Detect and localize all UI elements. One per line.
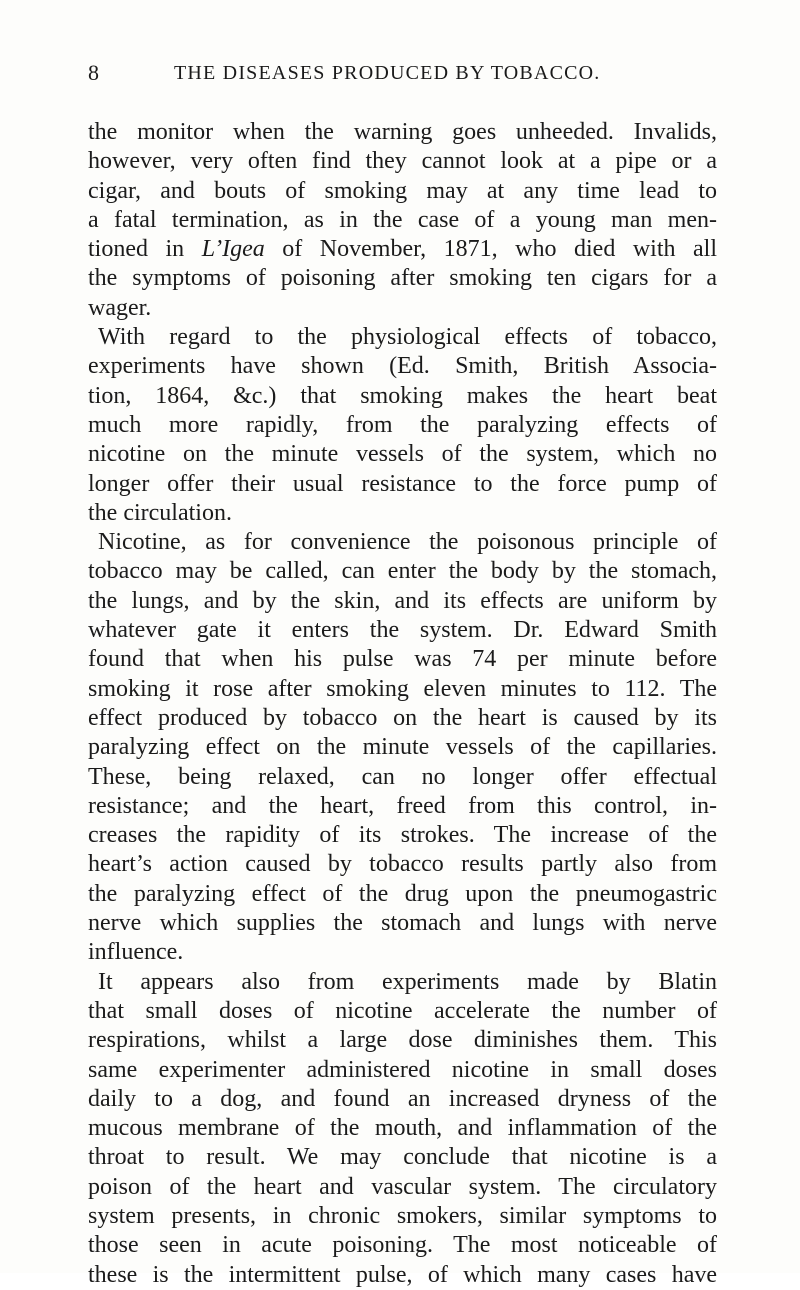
text-line: however, very often find they cannot look at a pipe or a [88,148,717,175]
text-fragment: of November, 1871, who died with all [264,236,718,263]
text-line: nerve which supplies the stomach and lungs with nerve [88,910,717,937]
text-line: found that when his pulse was 74 per minute before [88,646,717,673]
text-line: heart’s action caused by tobacco results partly also from [88,851,717,878]
text-line: With regard to the physiological effects of tobacco, [98,324,717,351]
text-line: longer offer their usual resistance to the force pump of [88,470,717,497]
paragraph-1 [88,118,717,323]
text-line: system presents, in chronic smokers, similar symptoms to [88,1202,717,1229]
body-text [88,118,717,1290]
text-line: these is the intermittent pulse, of which many cases have [88,1261,717,1288]
text-line: daily to a dog, and found an increased dryness of the [88,1085,717,1112]
text-line: whatever gate it enters the system. Dr. Edward Smith [88,617,717,644]
text-line: same experimenter administered nicotine in small doses [88,1056,717,1083]
page-number: 8 [88,60,99,85]
text-line: a fatal termination, as in the case of a young man men- [88,206,717,233]
text-line: effect produced by tobacco on the heart is caused by its [88,704,717,731]
text-line: respirations, whilst a large dose diminishes them. This [88,1027,717,1054]
text-line: experiments have shown (Ed. Smith, British Associa- [88,353,717,380]
text-line: wager. [88,294,152,321]
text-line: mucous membrane of the mouth, and inflammation of the [88,1115,717,1142]
paragraph-2 [88,323,717,528]
text-line: tobacco may be called, can enter the body by the stomach, [88,558,717,585]
text-line: These, being relaxed, can no longer offer effectual [88,763,717,790]
text-line: nicotine on the minute vessels of the system, which no [88,441,717,468]
text-line: resistance; and the heart, freed from this control, in- [88,792,717,819]
text-line: the circulation. [88,499,232,526]
text-line: the monitor when the warning goes unheeded. Invalids, [88,119,717,145]
text-line: paralyzing effect on the minute vessels of the capillaries. [88,734,717,761]
text-line: the lungs, and by the skin, and its effects are uniform by [88,587,717,614]
text-line [88,235,717,264]
text-line: tion, 1864, &c.) that smoking makes the heart beat [88,382,717,409]
text-line: throat to result. We may conclude that nicotine is a [88,1144,717,1171]
text-line: cigar, and bouts of smoking may at any time lead to [88,177,717,204]
text-line: that small doses of nicotine accelerate the number of [88,997,717,1024]
text-line: much more rapidly, from the paralyzing effects of [88,411,717,438]
journal-title: L’Igea [201,236,265,263]
text-fragment: tioned in [88,236,202,263]
page-header [88,60,728,90]
text-line: Nicotine, as for convenience the poisonous principle of [98,529,717,556]
text-line: smoking it rose after smoking eleven minutes to 112. The [88,675,717,702]
text-line: poison of the heart and vascular system. The circulatory [88,1173,717,1200]
text-line: the symptoms of poisoning after smoking ten cigars for a [88,265,717,292]
text-line: It appears also from experiments made by Blatin [98,968,717,995]
text-line: creases the rapidity of its strokes. The increase of the [88,822,717,849]
running-head: THE DISEASES PRODUCED BY TOBACCO. [174,62,601,84]
paragraph-4 [88,968,717,1290]
text-line: influence. [88,939,184,966]
paragraph-3 [88,528,717,967]
text-line: the paralyzing effect of the drug upon the pneumogastric [88,880,717,907]
text-line: those seen in acute poisoning. The most noticeable of [88,1232,717,1259]
